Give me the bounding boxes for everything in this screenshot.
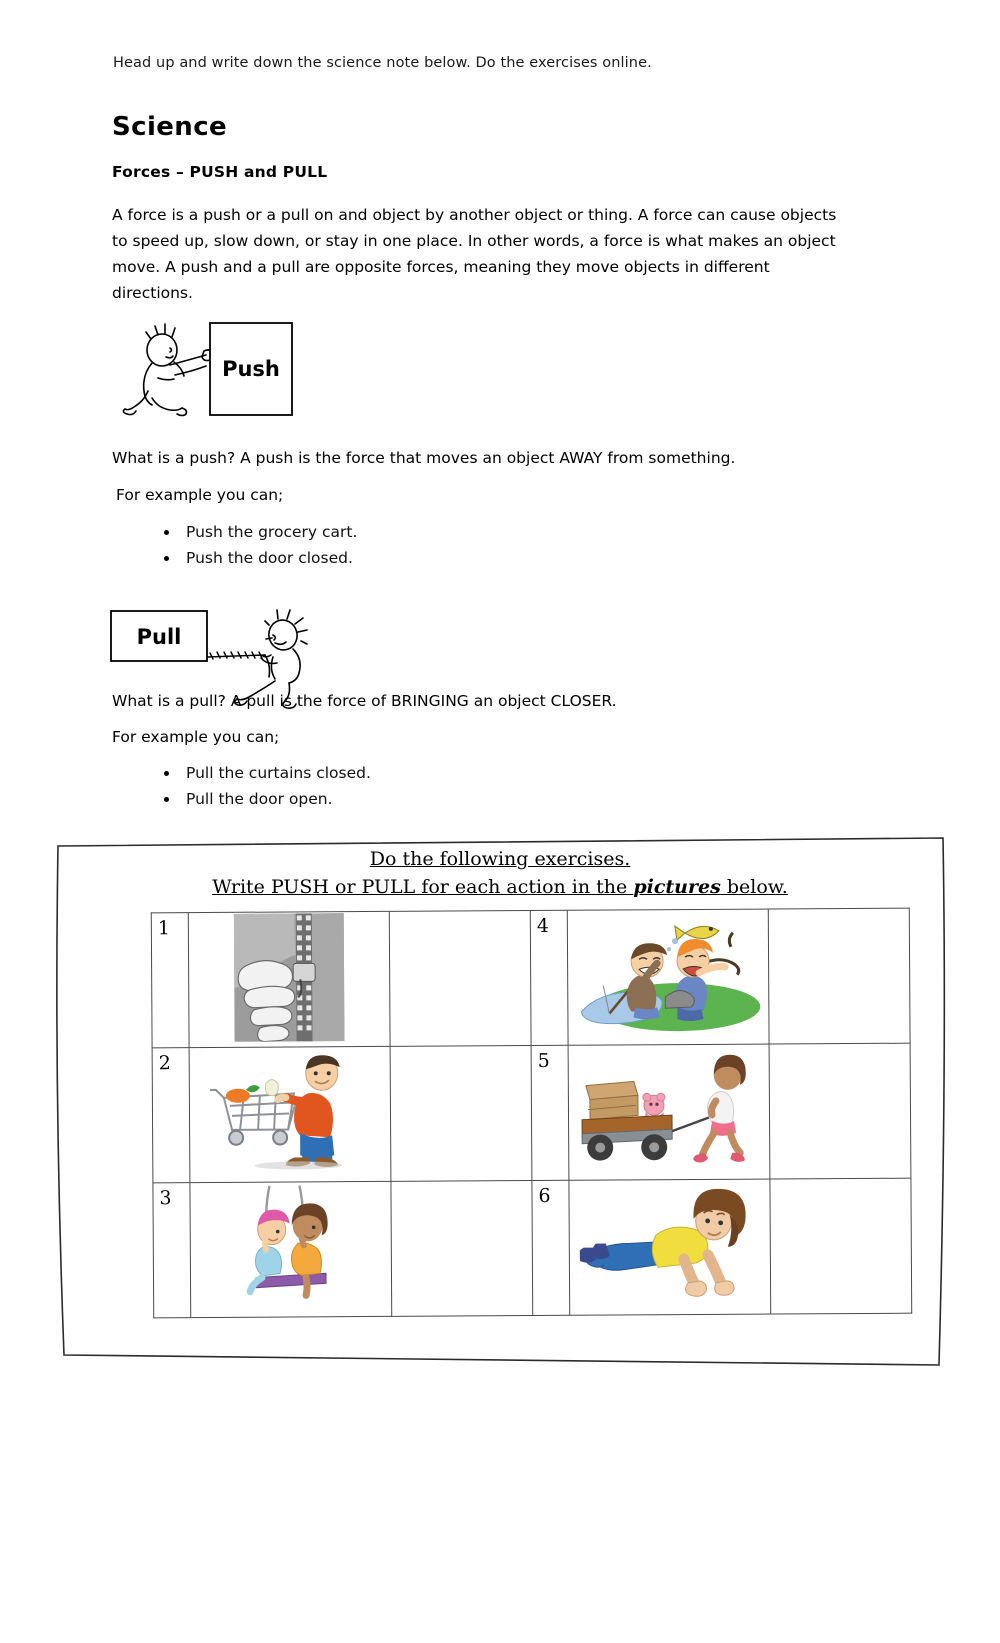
pull-box-label: Pull — [136, 625, 182, 649]
hand-zipping-jacket-icon — [234, 913, 345, 1042]
exercise-title — [50, 848, 950, 870]
push-example-list — [112, 519, 357, 571]
top-instruction: Head up and write down the science note below. Do the exercises online. — [113, 55, 652, 71]
woman-doing-pushup-icon — [579, 1185, 760, 1306]
item-picture-wagon — [568, 1044, 770, 1180]
answer-cell-2[interactable] — [390, 1046, 532, 1182]
list-item: Push the door closed. — [164, 545, 357, 571]
pull-example-lead: For example you can; — [112, 728, 280, 746]
pull-example-list — [112, 760, 371, 812]
push-box-label: Push — [222, 357, 280, 381]
item-picture-shopping-cart — [189, 1046, 391, 1182]
item-number: 2 — [152, 1048, 190, 1183]
exercise-subtitle-emphasis: pictures — [633, 876, 721, 898]
item-number: 6 — [532, 1180, 570, 1315]
answer-cell-5[interactable] — [769, 1043, 911, 1179]
girl-pulling-wagon-icon — [576, 1051, 763, 1170]
answer-cell-1[interactable] — [389, 911, 531, 1047]
exercise-panel — [50, 832, 950, 1372]
exercise-subtitle-before: Write PUSH or PULL for each action in the — [212, 876, 634, 898]
exercise-title-text: Do the following exercises. — [369, 848, 631, 870]
item-number: 4 — [530, 910, 568, 1045]
item-picture-swing — [190, 1181, 392, 1317]
answer-cell-3[interactable] — [391, 1180, 533, 1316]
table-row — [153, 1178, 912, 1318]
table-row — [151, 908, 910, 1048]
list-item: Push the grocery cart. — [164, 519, 357, 545]
push-example-lead: For example you can; — [116, 486, 284, 504]
exercise-subtitle-after: below. — [720, 876, 788, 898]
exercise-table — [151, 908, 912, 1319]
page-title: Science — [112, 112, 228, 142]
item-number: 3 — [153, 1183, 191, 1318]
push-illustration — [118, 318, 318, 432]
item-picture-zipper — [188, 911, 390, 1047]
answer-cell-4[interactable] — [768, 908, 910, 1044]
exercise-subtitle — [50, 876, 950, 898]
man-pushing-cart-icon — [210, 1053, 371, 1172]
pull-definition: What is a pull? A pull is the force of BRINGING an object CLOSER. — [112, 692, 617, 710]
intro-paragraph: A force is a push or a pull on and object by another object or thing. A force can cause objects to speed up, slow down, or stay in one place. In other words, a force is what makes an object move. A push and a pull are opposite forces, meaning they move objects in different directions. — [112, 206, 837, 302]
topic-heading: Forces – PUSH and PULL — [112, 163, 328, 181]
list-item: Pull the door open. — [164, 786, 371, 812]
children-on-swing-icon — [225, 1185, 356, 1310]
push-definition: What is a push? A push is the force that moves an object AWAY from something. — [112, 449, 736, 467]
item-picture-pushup — [569, 1179, 771, 1315]
list-item: Pull the curtains closed. — [164, 760, 371, 786]
boys-fishing-icon — [573, 915, 764, 1036]
item-number: 5 — [531, 1045, 569, 1180]
answer-cell-6[interactable] — [770, 1178, 912, 1314]
push-stick-figure-svg — [118, 318, 318, 428]
item-picture-fishing — [567, 909, 769, 1045]
table-row — [152, 1043, 911, 1183]
item-number: 1 — [151, 913, 189, 1048]
